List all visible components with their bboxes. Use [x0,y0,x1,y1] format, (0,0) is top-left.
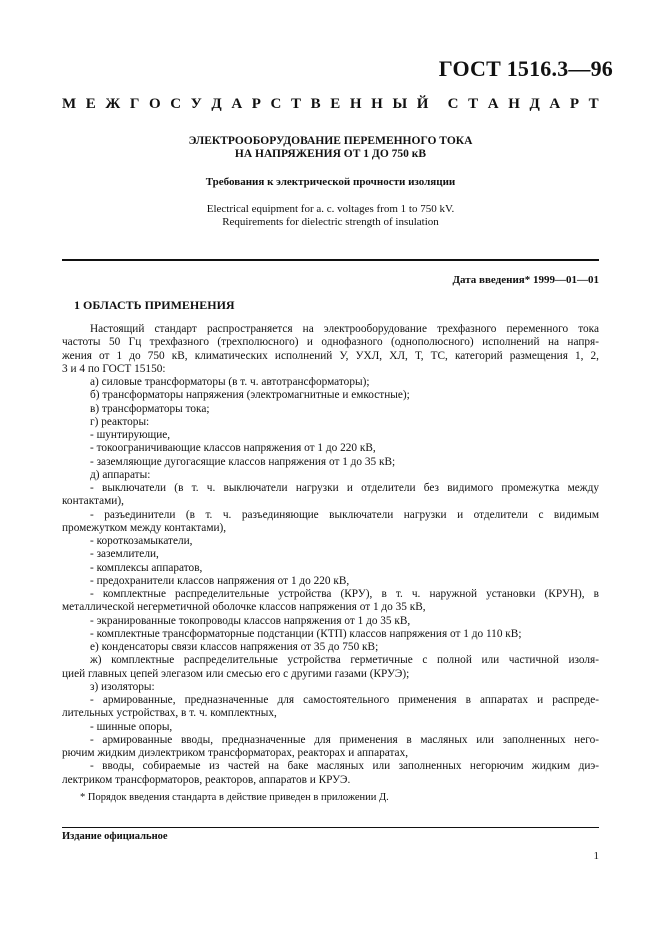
document-subtitle: Требования к электрической прочности изоляции [205,176,456,188]
body-line: - комплексы аппаратов, [90,561,203,574]
document-title-line-1: ЭЛЕКТРООБОРУДОВАНИЕ ПЕРЕМЕННОГО ТОКА [188,135,473,147]
body-line: промежутком между контактами), [62,521,227,534]
body-line: - заземляющие дугогасящие классов напряжения от 1 до 35 кВ; [90,455,396,468]
body-line: б) трансформаторы напряжения (электромагнитные и емкостные); [90,389,410,402]
banner-letter: Г [129,96,140,112]
body-line: 3 и 4 по ГОСТ 15150: [62,362,166,375]
banner-letter: Т [291,96,302,112]
introduction-date: Дата введения* 1999—01—01 [452,274,599,286]
body-line: - армированные вводы, предназначенные для применения в масляных или заполненных него- [90,733,599,746]
gost-code: ГОСТ 1516.3—96 [438,56,613,81]
english-title-line-2: Requirements for dielectric strength of insulation [222,216,439,228]
header-divider [62,259,599,261]
page-number: 1 [593,850,599,862]
body-line: лектриком трансформаторов, реакторов, аппаратов и КРУЭ. [62,773,351,786]
body-line: контактами), [62,495,124,508]
body-line: - выключатели (в т. ч. выключатели нагрузки и отделители без видимого промежутка между [90,482,599,494]
banner-letter: Д [211,96,222,112]
body-line: - разъединители (в т. ч. разъединяющие выключатели нагрузки и отделители с видимым [90,508,599,521]
banner-letter: Д [529,96,540,112]
banner-letter: В [310,96,321,112]
body-line: цией главных цепей элегазом или смесью его с другими газами (КРУЭ); [62,667,410,680]
banner-letter: Н [371,96,383,112]
banner-letter: Т [468,96,479,112]
body-line: г) реакторы: [90,415,150,428]
interstate-standard-banner [62,96,599,113]
body-line: - шинные опоры, [90,720,173,733]
body-line: е) конденсаторы связи классов напряжения от 35 до 750 кВ; [90,641,379,653]
body-line: частоты 50 Гц трехфазного (трехполюсного) и однофазного (однополюсного) исполнений на напря- [62,336,599,349]
body-line: ж) комплектные распределительные устройства герметичные с полной или частичной изоля- [90,654,599,667]
body-line: лительных устройствах, в т. ч. комплектных, [62,707,277,720]
banner-letter: Н [349,96,362,112]
section-body [62,323,599,787]
banner-letter: Ы [392,96,408,112]
body-line: - армированные, предназначенные для самостоятельного применения в аппаратах и распреде- [90,694,599,706]
body-line: - комплектные трансформаторные подстанции (КТП) классов напряжения от 1 до 110 кВ; [90,627,522,640]
banner-letter: М [62,96,77,112]
banner-letter: О [149,96,161,112]
body-line: - предохранители классов напряжения от 1 до 220 кВ, [90,574,350,587]
body-line: Настоящий стандарт распространяется на электрооборудование трехфазного переменного тока [90,323,599,335]
body-line: - заземлители, [90,548,159,561]
banner-letter: Ж [105,96,121,112]
banner-letter: Е [330,96,341,112]
body-line: жения от 1 до 750 кВ, климатических исполнений У, УХЛ, ХЛ, Т, ТС, категорий размещения 1, 2, [62,349,599,362]
body-line: а) силовые трансформаторы (в т. ч. автотрансформаторы); [90,376,370,388]
footnote: * Порядок введения стандарта в действие приведен в приложении Д. [80,792,389,803]
banner-letter: А [549,96,561,112]
body-line: в) трансформаторы тока; [90,402,210,415]
body-line: - шунтирующие, [90,429,171,441]
body-line: з) изоляторы: [90,680,155,693]
banner-letter: Й [416,96,429,112]
body-line: д) аппараты: [90,468,151,481]
banner-letter: С [270,96,282,112]
banner-letter: С [447,96,459,112]
english-title-line-1: Electrical equipment for a. c. voltages from 1 to 750 kV. [206,203,455,215]
banner-letter: С [170,96,182,112]
banner-letter: У [190,96,202,112]
banner-letter: Р [251,96,261,112]
body-line: - короткозамыкатели, [90,535,193,547]
body-line: - вводы, собираемые из частей на баке масляных или заполненных негорючим жидким диэ- [90,760,599,773]
banner-letter: А [231,96,243,112]
body-line: - экранированные токопроводы классов напряжения от 1 до 35 кВ, [90,614,411,627]
document-title-line-2: НА НАПРЯЖЕНИЯ ОТ 1 ДО 750 кВ [234,148,427,160]
footer-divider [62,827,599,828]
edition-label: Издание официальное [62,831,168,842]
banner-letter: Е [85,96,96,112]
body-line: - токоограничивающие классов напряжения от 1 до 220 кВ, [90,442,376,455]
body-line: рючим жидким диэлектриком трансформаторах, реакторах и аппаратах, [62,747,409,759]
banner-letter: Р [569,96,580,112]
banner-letter: А [487,96,499,112]
body-line: - комплектные распределительные устройства (КРУ), в т. ч. наружной установки (КРУН), в [90,588,599,600]
banner-letter: Т [588,96,599,112]
section-heading: 1 ОБЛАСТЬ ПРИМЕНЕНИЯ [74,298,235,312]
banner-letter: Н [508,96,520,112]
body-line: металлической негерметичной оболочке классов напряжения от 1 до 35 кВ, [62,601,426,614]
